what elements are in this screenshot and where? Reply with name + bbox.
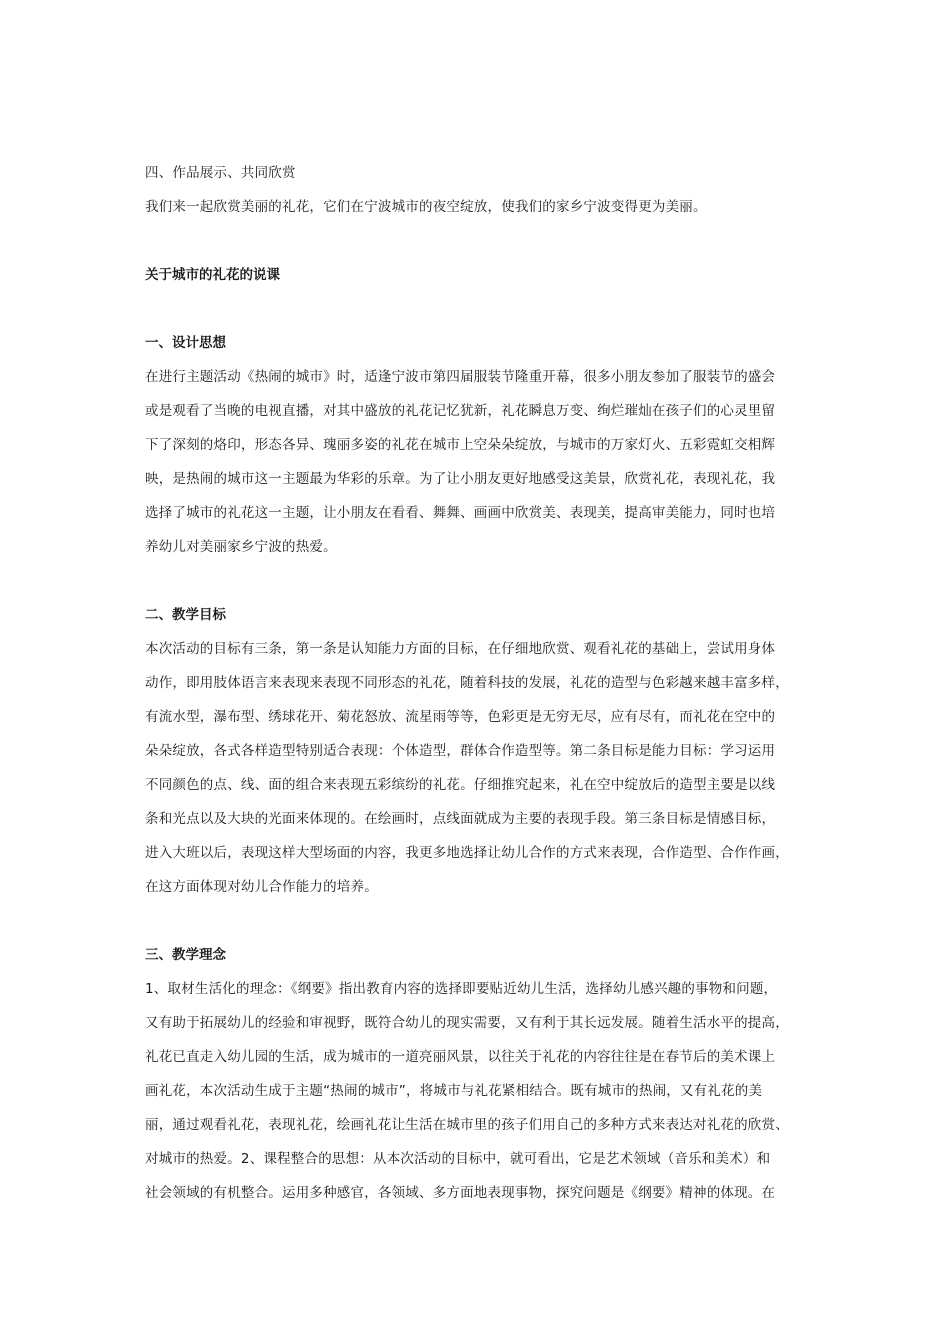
concept-line-5: 丽，通过观看礼花，表现礼花，绘画礼花让生活在城市里的孩子们用自己的多种方式来表达对礼花的欣赏、 [145,1117,789,1133]
spacer [145,904,815,938]
design-heading: 一、设计思想 [145,335,226,351]
goals-line-4: 朵朵绽放，各式各样造型特别适合表现：个体造型，群体合作造型等。第二条目标是能力目标：学习运用 [145,743,776,759]
section-four-heading: 四、作品展示、共同欣赏 [145,165,296,181]
spacer [145,564,815,598]
goals-line-3: 有流水型，瀑布型、绣球花开、菊花怒放、流星雨等等，色彩更是无穷无尽，应有尽有，而礼花在空中的 [145,709,776,725]
goals-line-8: 在这方面体现对幼儿合作能力的培养。 [145,879,378,895]
concept-line-1: 1、取材生活化的理念：《纲要》指出教育内容的选择即要贴近幼儿生活，选择幼儿感兴趣的事物和问题， [145,981,778,997]
document-page [145,156,815,1210]
design-line-1: 在进行主题活动《热闹的城市》时，适逢宁波市第四届服装节隆重开幕，很多小朋友参加了服装节的盛会 [145,369,776,385]
document-title: 关于城市的礼花的说课 [145,267,280,283]
design-line-2: 或是观看了当晚的电视直播，对其中盛放的礼花记忆犹新，礼花瞬息万变、绚烂璀灿在孩子们的心灵里留 [145,403,776,419]
goals-line-5: 不同颜色的点、线、面的组合来表现五彩缤纷的礼花。仔细推究起来，礼在空中绽放后的造型主要是以线 [145,777,776,793]
design-line-3: 下了深刻的烙印，形态各异、瑰丽多姿的礼花在城市上空朵朵绽放，与城市的万家灯火、五彩霓虹交相辉 [145,437,776,453]
concept-line-6: 对城市的热爱。2、课程整合的思想：从本次活动的目标中，就可看出，它是艺术领域（音乐和美术）和 [145,1151,771,1167]
concept-line-3: 礼花已直走入幼儿园的生活，成为城市的一道亮丽风景，以往关于礼花的内容往往是在春节后的美术课上 [145,1049,776,1065]
design-line-4: 映，是热闹的城市这一主题最为华彩的乐章。为了让小朋友更好地感受这美景，欣赏礼花，表现礼花，我 [145,471,776,487]
goals-heading: 二、教学目标 [145,607,226,623]
goals-line-2: 动作，即用肢体语言来表现来表现不同形态的礼花，随着科技的发展，礼花的造型与色彩越来越丰富多样， [145,675,789,691]
design-line-5: 选择了城市的礼花这一主题，让小朋友在看看、舞舞、画画中欣赏美、表现美，提高审美能力，同时也培 [145,505,776,521]
concept-line-7: 社会领域的有机整合。运用多种感官，各领域、多方面地表现事物，探究问题是《纲要》精神的体现。在 [145,1185,776,1201]
goals-line-1: 本次活动的目标有三条，第一条是认知能力方面的目标，在仔细地欣赏、观看礼花的基础上，尝试用身体 [145,641,776,657]
spacer [145,224,815,258]
concept-line-2: 又有助于拓展幼儿的经验和审视野，既符合幼儿的现实需要，又有利于其长远发展。随着生活水平的提高， [145,1015,789,1031]
section-four-line-1: 我们来一起欣赏美丽的礼花，它们在宁波城市的夜空绽放，使我们的家乡宁波变得更为美丽。 [145,199,707,215]
spacer [145,292,815,326]
goals-line-6: 条和光点以及大块的光面来体现的。在绘画时，点线面就成为主要的表现手段。第三条目标是情感目标， [145,811,776,827]
goals-line-7: 进入大班以后，表现这样大型场面的内容，我更多地选择让幼儿合作的方式来表现，合作造型、合作作画， [145,845,789,861]
concept-heading: 三、教学理念 [145,947,226,963]
design-line-6: 养幼儿对美丽家乡宁波的热爱。 [145,539,337,555]
concept-line-4: 画礼花，本次活动生成于主题“热闹的城市”，将城市与礼花紧相结合。既有城市的热闹，又有礼花的美 [145,1083,763,1099]
